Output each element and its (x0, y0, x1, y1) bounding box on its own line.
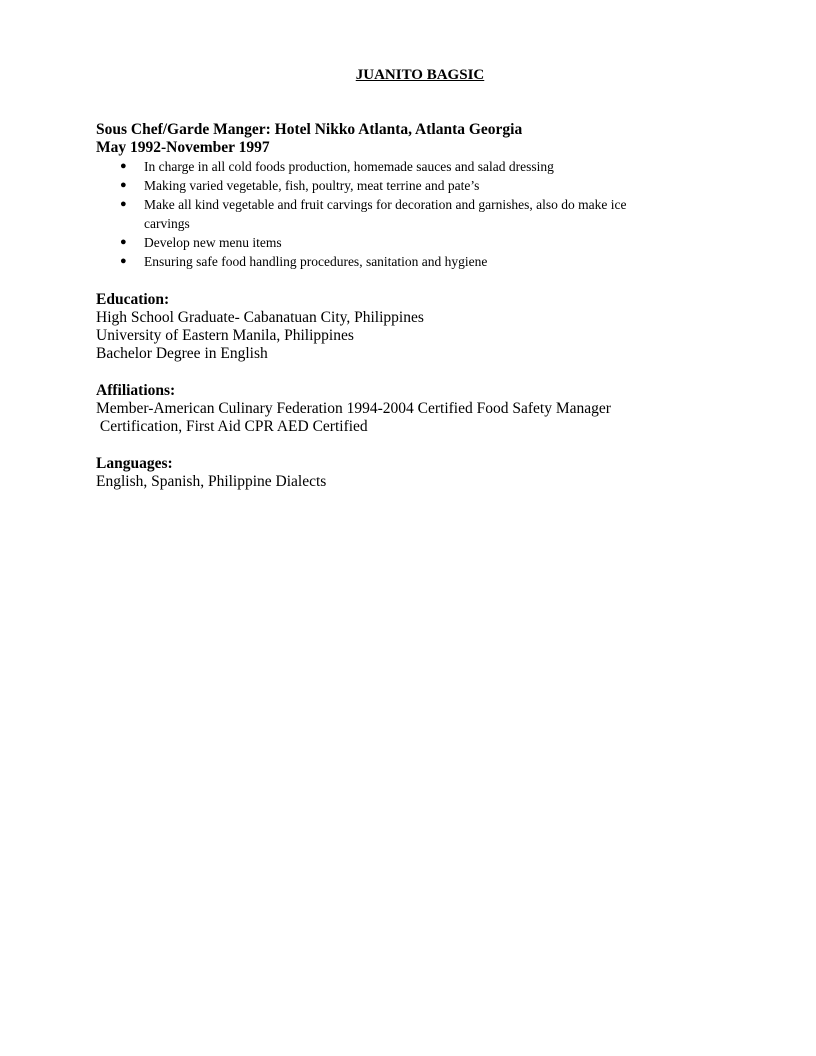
bullet-icon: ● (120, 236, 127, 248)
job-dates: May 1992-November 1997 (96, 139, 270, 156)
duty-text: In charge in all cold foods production, homemade sauces and salad dressing (144, 159, 554, 174)
duty-item (96, 233, 716, 252)
education-line: Bachelor Degree in English (96, 345, 268, 362)
languages-heading: Languages: (96, 455, 173, 472)
languages-line: English, Spanish, Philippine Dialects (96, 473, 327, 490)
duties-list (96, 157, 716, 271)
duty-item (96, 176, 716, 195)
duty-text-continued: carvings (144, 216, 190, 231)
duty-text: Develop new menu items (144, 235, 282, 250)
affiliations-line: Member-American Culinary Federation 1994-2004 Certified Food Safety Manager (96, 400, 611, 417)
duty-text: Make all kind vegetable and fruit carvings for decoration and garnishes, also do make ice (144, 197, 627, 212)
education-heading: Education: (96, 291, 170, 308)
bullet-icon: ● (120, 179, 127, 191)
duty-item (96, 252, 716, 271)
bullet-icon: ● (120, 160, 127, 172)
affiliations-heading: Affiliations: (96, 382, 176, 399)
education-line: High School Graduate- Cabanatuan City, Philippines (96, 309, 424, 326)
resume-body (96, 121, 716, 491)
affiliations-line: Certification, First Aid CPR AED Certified (96, 418, 368, 435)
bullet-icon: ● (120, 255, 127, 267)
duty-item (96, 195, 716, 233)
resume-name: JUANITO BAGSIC (355, 67, 485, 83)
duty-item (96, 157, 716, 176)
bullet-icon: ● (120, 198, 127, 210)
duty-text: Making varied vegetable, fish, poultry, meat terrine and pate’s (144, 178, 480, 193)
education-line: University of Eastern Manila, Philippines (96, 327, 354, 344)
duty-text: Ensuring safe food handling procedures, sanitation and hygiene (144, 254, 488, 269)
job-title: Sous Chef/Garde Manger: Hotel Nikko Atlanta, Atlanta Georgia (96, 121, 523, 138)
